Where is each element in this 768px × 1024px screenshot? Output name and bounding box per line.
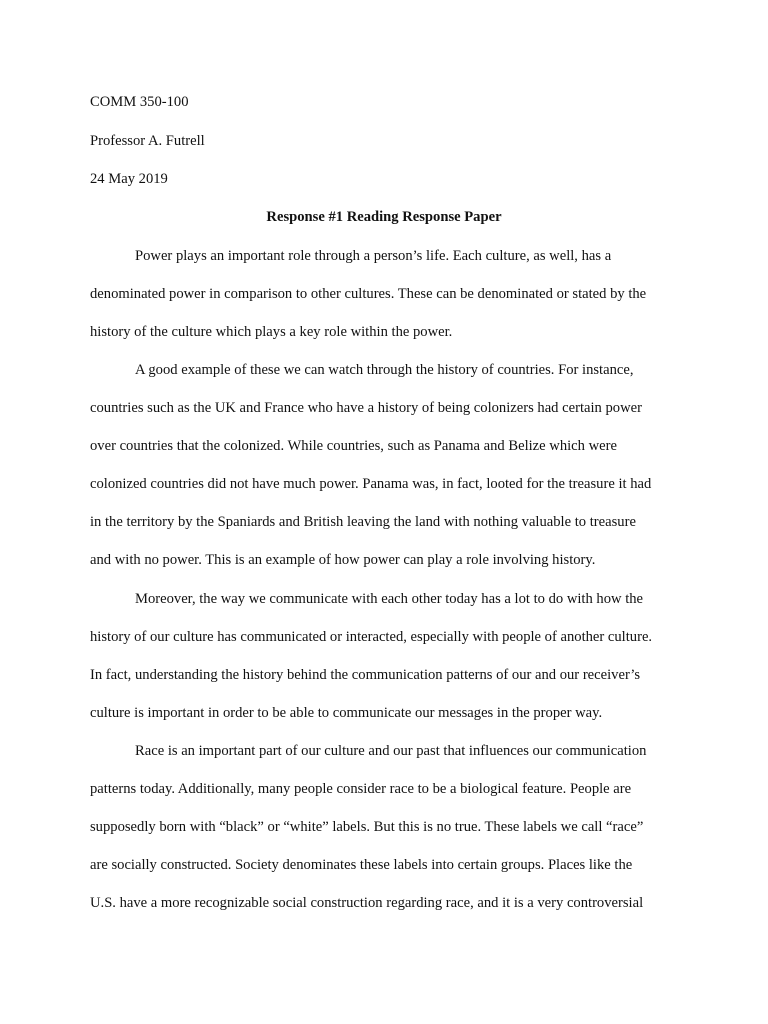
paragraph-line: are socially constructed. Society denominates these labels into certain groups. Places like the [90, 857, 633, 873]
paragraph-line: In fact, understanding the history behind the communication patterns of our and our receiver’s [90, 667, 641, 683]
paragraph-line: in the territory by the Spaniards and British leaving the land with nothing valuable to treasure [90, 514, 636, 530]
paragraph-line: Moreover, the way we communicate with each other today has a lot to do with how the [135, 591, 644, 607]
professor-name: Professor A. Futrell [90, 133, 205, 149]
paragraph-line: patterns today. Additionally, many people consider race to be a biological feature. People are [90, 781, 632, 797]
paper-title: Response #1 Reading Response Paper [266, 209, 502, 225]
paragraph-line: Race is an important part of our culture and our past that influences our communication [135, 743, 647, 759]
paragraph-line: A good example of these we can watch through the history of countries. For instance, [135, 362, 634, 378]
paragraph-line: over countries that the colonized. While countries, such as Panama and Belize which were [90, 438, 617, 454]
paragraph-line: denominated power in comparison to other cultures. These can be denominated or stated by the [90, 286, 647, 302]
paragraph-line: and with no power. This is an example of how power can play a role involving history. [90, 552, 596, 568]
course-code: COMM 350-100 [90, 94, 189, 110]
paragraph-line: colonized countries did not have much power. Panama was, in fact, looted for the treasure it had [90, 476, 652, 492]
paragraph-line: Power plays an important role through a person’s life. Each culture, as well, has a [135, 248, 612, 264]
paragraph-line: history of the culture which plays a key role within the power. [90, 324, 453, 340]
paragraph-line: culture is important in order to be able to communicate our messages in the proper way. [90, 705, 603, 721]
paragraph-line: U.S. have a more recognizable social construction regarding race, and it is a very controversial [90, 895, 644, 911]
paragraph-line: countries such as the UK and France who have a history of being colonizers had certain power [90, 400, 642, 416]
paragraph-line: supposedly born with “black” or “white” labels. But this is no true. These labels we call “race” [90, 819, 644, 835]
paragraph-line: history of our culture has communicated or interacted, especially with people of another culture. [90, 629, 653, 645]
paper-date: 24 May 2019 [90, 171, 168, 187]
